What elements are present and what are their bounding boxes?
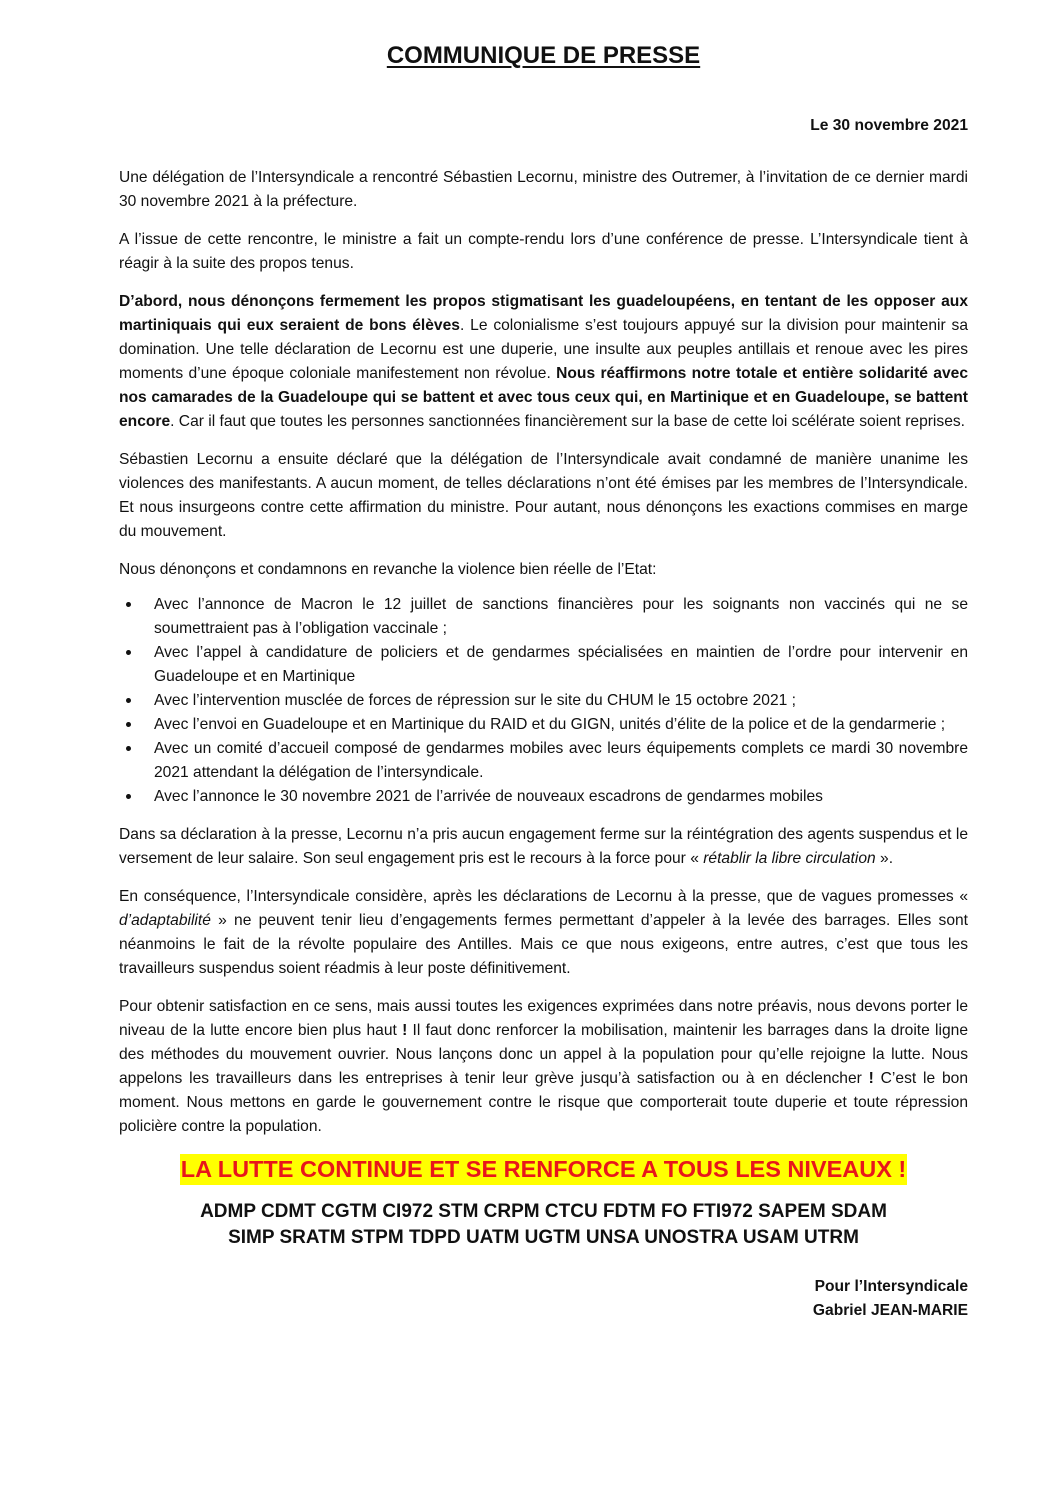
- paragraph-3-bold-1: D’abord, nous dénonçons fermement les propos stigmatisant les guadeloupéens, en tentant de les opposer aux martiniquais qui eux seraient de bons élèves: [119, 293, 968, 334]
- paragraph-7-text: En conséquence, l’Intersyndicale considère, après les déclarations de Lecornu à la presse, que de vagues promesses «: [119, 888, 968, 905]
- violence-list: [119, 593, 968, 809]
- paragraph-3-text-2: . Car il faut que toutes les personnes sanctionnées financièrement sur la base de cette loi scélérate soient reprises.: [170, 413, 965, 430]
- paragraph-1: Une délégation de l’Intersyndicale a rencontré Sébastien Lecornu, ministre des Outremer, à l’invitation de ce dernier mardi 30 novembre 2021 à la préfecture.: [119, 169, 968, 210]
- paragraph-8-exclamation-1: !: [402, 1022, 408, 1039]
- paragraph-8: [119, 995, 968, 1139]
- union-list-line-1: ADMP CDMT CGTM CI972 STM CRPM CTCU FDTM FO FTI972 SAPEM SDAM: [200, 1201, 887, 1222]
- slogan-banner-wrap: [119, 1154, 968, 1185]
- list-item: Avec l’appel à candidature de policiers et de gendarmes spécialisées en maintien de l’ordre pour intervenir en Guadeloupe et en Martinique: [119, 641, 968, 689]
- slogan-banner: LA LUTTE CONTINUE ET SE RENFORCE A TOUS LES NIVEAUX !: [180, 1154, 908, 1185]
- paragraph-4: Sébastien Lecornu a ensuite déclaré que la délégation de l’Intersyndicale avait condamné de manière unanime les violences des manifestants. A aucun moment, de telles déclarations n’ont été émises par les membres de l’Intersyndicale. Et nous insurgeons contre cette affirmation du ministre. Pour autant, nous dénonçons les exactions commises en marge du mouvement.: [119, 451, 968, 540]
- list-item: Avec l’envoi en Guadeloupe et en Martinique du RAID et du GIGN, unités d’élite de la police et de la gendarmerie ;: [119, 713, 968, 737]
- paragraph-7-quote: d’adaptabilité: [119, 912, 211, 929]
- paragraph-3-bold-2: Nous réaffirmons notre totale et entière solidarité avec nos camarades de la Guadeloupe qui se battent et avec tous ceux qui, en Martinique et en Guadeloupe, se battent encore: [119, 365, 968, 430]
- release-date: Le 30 novembre 2021: [810, 117, 968, 134]
- paragraph-6-end: ».: [875, 850, 894, 867]
- paragraph-8-text-a: Pour obtenir satisfaction en ce sens, mais aussi toutes les exigences exprimées dans notre préavis, nous devons porter le niveau de la lutte encore bien plus haut: [119, 998, 968, 1039]
- paragraph-7: [119, 885, 968, 981]
- page-title: COMMUNIQUE DE PRESSE: [386, 42, 701, 69]
- union-list: [119, 1199, 968, 1251]
- union-list-line-2: SIMP SRATM STPM TDPD UATM UGTM UNSA UNOSTRA USAM UTRM: [228, 1227, 859, 1248]
- list-item: Avec l’annonce de Macron le 12 juillet de sanctions financières pour les soignants non vaccinés qui ne se soumettraient pas à l’obligation vaccinale ;: [119, 593, 968, 641]
- signature-name: Gabriel JEAN-MARIE: [812, 1302, 968, 1319]
- list-item: Avec un comité d’accueil composé de gendarmes mobiles avec leurs équipements complets ce mardi 30 novembre 2021 attendant la délégation de l’intersyndicale.: [119, 737, 968, 785]
- list-item: Avec l’intervention musclée de forces de répression sur le site du CHUM le 15 octobre 2021 ;: [119, 689, 968, 713]
- paragraph-7-end: » ne peuvent tenir lieu d’engagements fermes permettant d’appeler à la levée des barrages. Elles sont néanmoins le fait de la révolte populaire des Antilles. Mais ce que nous exigeons, entre autres, c’est que tous les travailleurs suspendus soient réadmis à leur poste définitivement.: [119, 912, 968, 977]
- paragraph-6-text: Dans sa déclaration à la presse, Lecornu n’a pris aucun engagement ferme sur la réintégration des agents suspendus et le versement de leur salaire. Son seul engagement pris est le recours à la force pour «: [119, 826, 968, 867]
- paragraph-6-quote: rétablir la libre circulation: [703, 850, 876, 867]
- paragraph-8-exclamation-2: !: [868, 1070, 874, 1087]
- signature-org: Pour l’Intersyndicale: [814, 1278, 968, 1295]
- paragraph-6: [119, 823, 968, 871]
- list-item: Avec l’annonce le 30 novembre 2021 de l’arrivée de nouveaux escadrons de gendarmes mobiles: [119, 785, 968, 809]
- paragraph-3-text-1: . Le colonialisme s’est toujours appuyé sur la division pour maintenir sa domination. Une telle déclaration de Lecornu est une duperie, une insulte aux peuples antillais et renoue avec les pires moments d’une époque coloniale manifestement non révolue.: [119, 317, 968, 382]
- signature: [119, 1275, 968, 1323]
- paragraph-5: Nous dénonçons et condamnons en revanche la violence bien réelle de l’Etat:: [119, 561, 657, 578]
- paragraph-2: A l’issue de cette rencontre, le ministre a fait un compte-rendu lors d’une conférence de presse. L’Intersyndicale tient à réagir à la suite des propos tenus.: [119, 231, 968, 272]
- paragraph-8-text-b: Il faut donc renforcer la mobilisation, maintenir les barrages dans la droite ligne des méthodes du mouvement ouvrier. Nous lançons donc un appel à la population pour qu’elle rejoigne la lutte. Nous appelons les travailleurs dans les entreprises à tenir leur grève jusqu’à satisfaction ou à en déclencher: [119, 1022, 968, 1087]
- paragraph-3: [119, 290, 968, 434]
- paragraph-8-text-c: C’est le bon moment. Nous mettons en garde le gouvernement contre le risque que comporterait toute duperie et toute répression policière contre la population.: [119, 1070, 968, 1135]
- press-release-page: [119, 0, 968, 1323]
